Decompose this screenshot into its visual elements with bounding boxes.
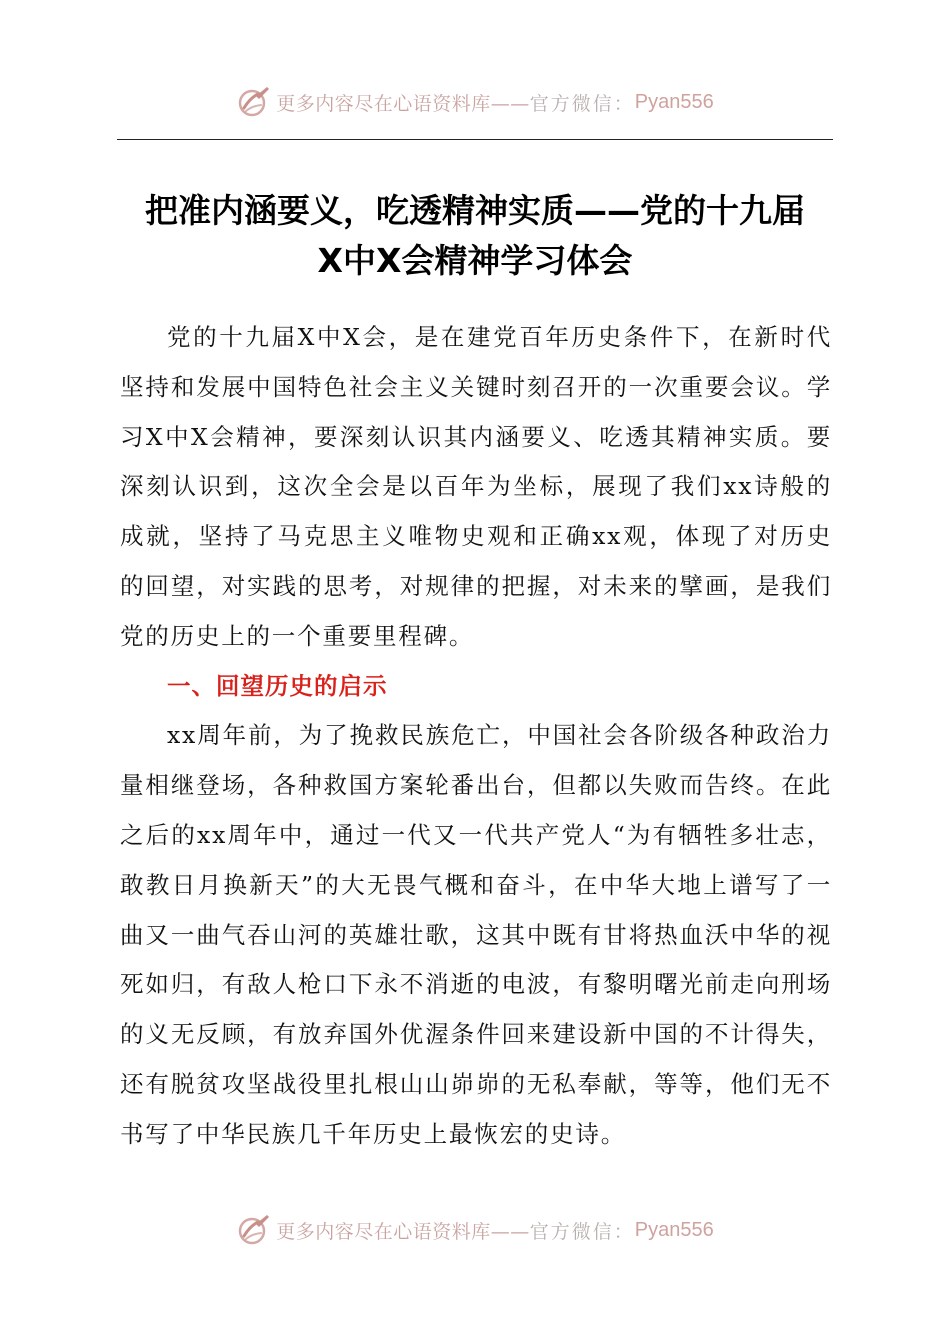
header-divider [117,139,833,140]
section-heading-1: 一、回望历史的启示 [167,671,388,700]
banner-wechat-label: 官方微信： [529,92,635,115]
header-watermark-banner [0,82,950,122]
banner-wechat-id: Pyan556 [634,1218,714,1241]
title-line-2: X中X会精神学习体会 [317,241,633,280]
title-line-1: 把准内涵要义，吃透精神实质——党的十九届 [145,191,805,230]
brush-logo-icon [236,1212,272,1248]
document-body [120,313,832,1160]
banner-wechat-id: Pyan556 [634,90,714,113]
document-title [100,186,850,286]
brush-logo-icon [236,84,272,120]
banner-text: 更多内容尽在心语资料库—— [276,92,530,115]
paragraph-history: xx周年前，为了挽救民族危亡，中国社会各阶级各种政治力量相继登场，各种救国方案轮番出台，但都以失败而告终。在此之后的xx周年中，通过一代又一代共产党人“为有牺牲多壮志，敢教日月换新天”的大无畏气概和奋斗，在中华大地上谱写了一曲又一曲气吞山河的英雄壮歌，这其中既有甘将热血沃中华的视死如归，有敌人枪口下永不消逝的电波，有黎明曙光前走向刑场的义无反顾，有放弃国外优渥条件回来建设新中国的不计得失，还有脱贫攻坚战役里扎根山山峁峁的无私奉献，等等，他们无不书写了中华民族几千年历史上最恢宏的史诗。 [120,721,832,1148]
banner-wechat-label: 官方微信： [529,1220,635,1243]
paragraph-intro: 党的十九届X中X会，是在建党百年历史条件下，在新时代坚持和发展中国特色社会主义关键时刻召开的一次重要会议。学习X中X会精神，要深刻认识其内涵要义、吃透其精神实质。要深刻认识到，这次全会是以百年为坐标，展现了我们xx诗般的成就，坚持了马克思主义唯物史观和正确xx观，体现了对历史的回望，对实践的思考，对规律的把握，对未来的擘画，是我们党的历史上的一个重要里程碑。 [120,323,832,650]
footer-watermark-banner [0,1210,950,1250]
banner-text: 更多内容尽在心语资料库—— [276,1220,530,1243]
